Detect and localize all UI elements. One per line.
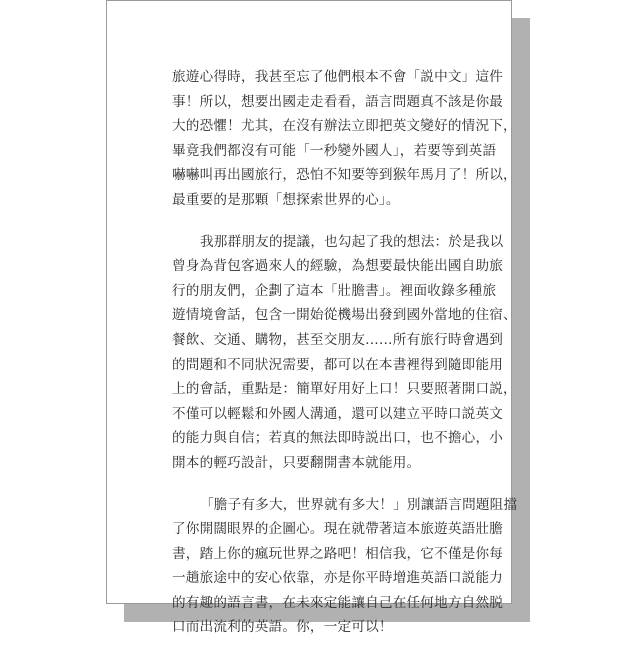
text-line: 遊情境會話，包含一開始從機場出發到國外當地的住宿、 — [172, 307, 517, 324]
text-line: 口而出流利的英語。你，一定可以！ — [172, 619, 393, 636]
text-line: 的能力與自信；若真的無法即時説出口，也不擔心，小 — [172, 430, 504, 447]
book-page — [106, 0, 518, 636]
text-line: 的有趣的語言書，在未來定能讓自己在任何地方自然脱 — [172, 594, 504, 611]
text-line: 行的朋友們，企劃了這本「壯膽書」。裡面收錄多種旅 — [172, 282, 497, 299]
paragraph-2 — [172, 230, 517, 476]
text-line: 旅遊心得時，我甚至忘了他們根本不會「説中文」這件 — [172, 69, 504, 85]
text-line: 不僅可以輕鬆和外國人溝通，還可以建立平時口説英文 — [172, 405, 504, 422]
text-line: 事！所以，想要出國走走看看，語言問題真不該是你最 — [172, 93, 504, 110]
body-text — [172, 65, 518, 657]
text-line: 的問題和不同狀況需要，都可以在本書裡得到隨即能用 — [172, 356, 504, 373]
paragraph-1 — [172, 65, 517, 213]
text-line: 餐飲、交通、購物，甚至交朋友……所有旅行時會遇到 — [172, 331, 504, 348]
text-line: 最重要的是那顆「想探索世界的心」。 — [172, 191, 400, 208]
text-line: 曾身為背包客過來人的經驗，為想要最快能出國自助旅 — [172, 258, 504, 275]
text-line: 「膽子有多大，世界就有多大！」別讓語言問題阻擋 — [200, 496, 518, 513]
text-line: 書，踏上你的瘋玩世界之路吧！相信我，它不僅是你每 — [172, 545, 504, 562]
text-line: 開本的輕巧設計，只要翻開書本就能用。 — [172, 454, 421, 471]
text-line: 我那群朋友的提議，也勾起了我的想法：於是我以 — [200, 233, 504, 250]
text-line: 上的會話，重點是：簡單好用好上口！只要照著開口説， — [172, 381, 517, 398]
text-line: 畢竟我們都沒有可能「一秒變外國人」，若要等到英語 — [172, 142, 497, 159]
text-line: 大的恐懼！尤其，在沒有辦法立即把英文變好的情況下， — [172, 118, 517, 135]
text-line: 嚇嚇叫再出國旅行，恐怕不知要等到猴年馬月了！所以， — [172, 167, 517, 184]
text-line: 了你開闊眼界的企圖心。現在就帶著這本旅遊英語壯膽 — [172, 521, 504, 538]
text-line: 一趟旅途中的安心依靠，亦是你平時增進英語口説能力 — [172, 570, 504, 587]
paragraph-3 — [172, 493, 518, 641]
